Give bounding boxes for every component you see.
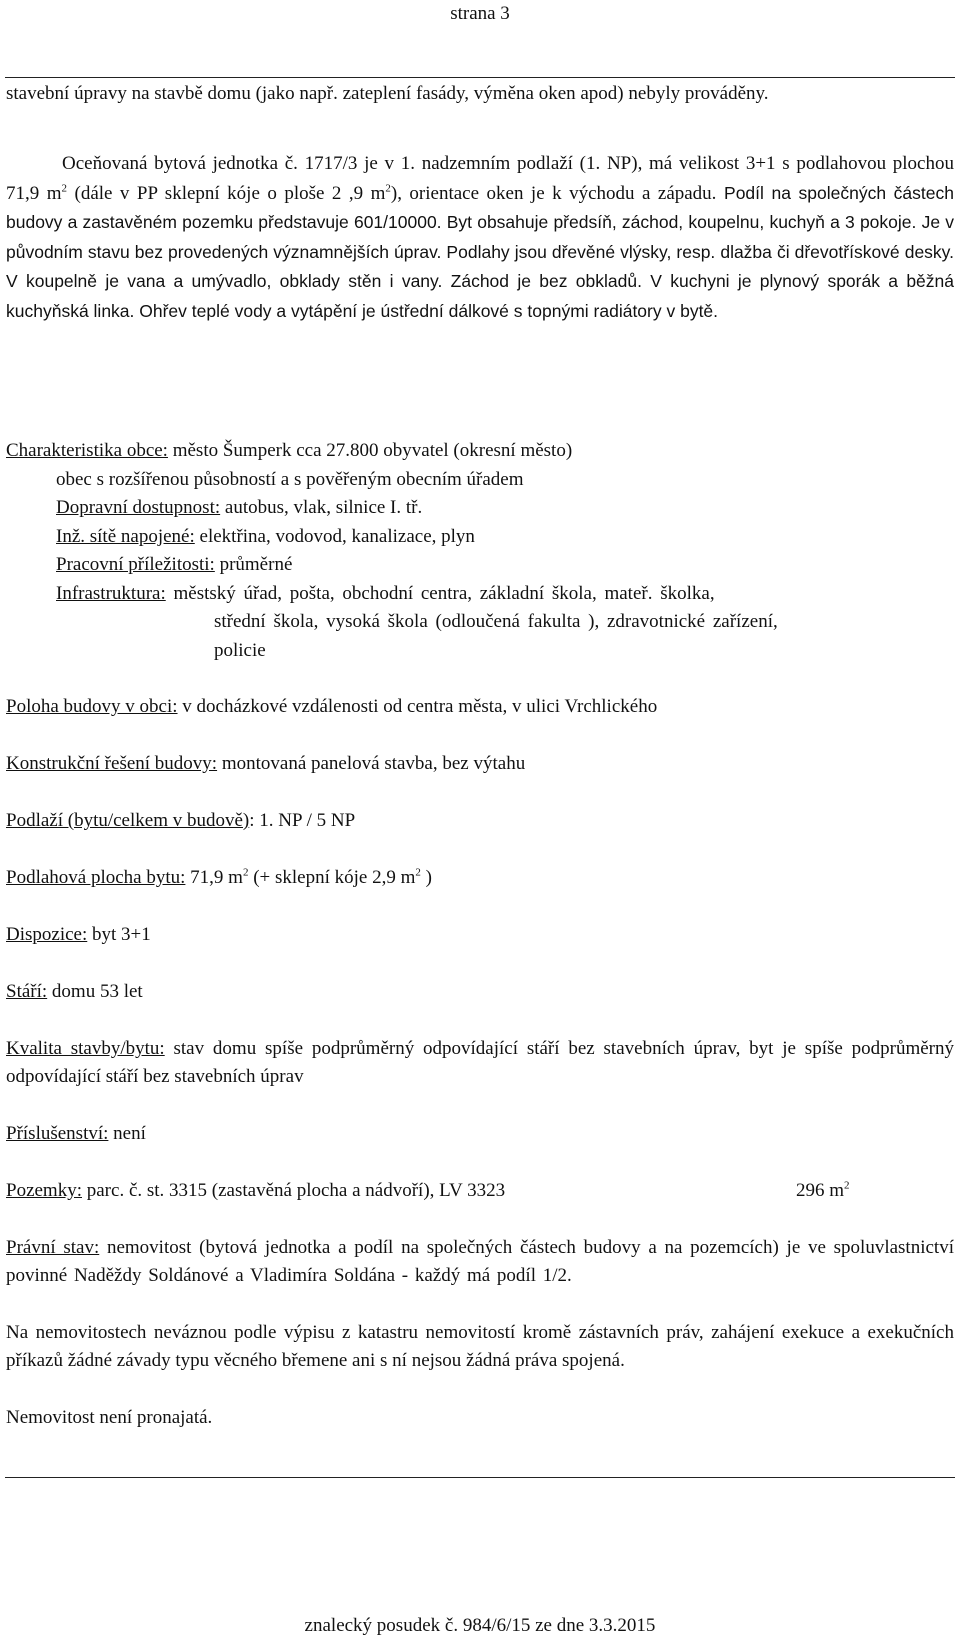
plocha-value-a: 71,9 m xyxy=(185,867,243,888)
pozemky-value: parc. č. st. 3315 (zastavěná plocha a nádvoří), LV 3323 xyxy=(82,1180,506,1201)
prace-value: průměrné xyxy=(214,554,293,575)
podlazi-value: : 1. NP / 5 NP xyxy=(249,810,356,831)
doprava-label: Dopravní dostupnost: xyxy=(56,497,221,518)
pravni-paragraph xyxy=(6,1234,954,1290)
sup-2: 2 xyxy=(844,1179,850,1192)
poloha-line xyxy=(6,693,657,721)
sup-2: 2 xyxy=(61,182,68,195)
pravni-paragraph-3: Nemovitost není pronajatá. xyxy=(6,1407,213,1428)
site-label: Inž. sítě napojené: xyxy=(56,526,195,547)
pravni-value: nemovitost (bytová jednotka a podíl na společných částech budovy a na pozemcích) je ve spoluvlastnictví povinné Naděždy Soldánové a Vladimíra Soldána - každý má podíl 1/2. xyxy=(6,1237,954,1286)
infra-label: Infrastruktura: xyxy=(56,583,166,604)
pozemky-area xyxy=(796,1177,850,1205)
podlazi-label: Podlaží (bytu/celkem v budově) xyxy=(6,810,250,831)
unit-description-c: ), orientace oken je k východu a západu. xyxy=(390,182,717,204)
footer-divider xyxy=(5,1477,955,1478)
doprava-value: autobus, vlak, silnice I. tř. xyxy=(220,497,423,518)
poloha-label: Poloha budovy v obci: xyxy=(6,696,178,717)
infra-value: městský úřad, pošta, obchodní centra, základní škola, mateř. školka, xyxy=(165,583,715,604)
prislusenstvi-line xyxy=(6,1120,146,1148)
obec-value: město Šumperk cca 27.800 obyvatel (okresní město) xyxy=(167,440,573,461)
sup-2: 2 xyxy=(415,866,421,879)
infra-line xyxy=(56,580,954,608)
poloha-value: v docházkové vzdálenosti od centra města, v ulici Vrchlického xyxy=(177,696,658,717)
prace-label: Pracovní příležitosti: xyxy=(56,554,215,575)
site-value: elektřina, vodovod, kanalizace, plyn xyxy=(194,526,475,547)
pozemky-area-value: 296 m xyxy=(796,1180,845,1201)
prislusenstvi-label: Příslušenství: xyxy=(6,1123,109,1144)
obec-label: Charakteristika obce: xyxy=(6,440,168,461)
unit-description-a: Oceňovaná bytová jednotka č. 1717/3 je v 1. nadzemním podlaží (1. NP), má velikost 3+1 s podlahovou plochou 71,9 m xyxy=(6,153,954,204)
kvalita-paragraph xyxy=(6,1035,954,1091)
infra-line-3: policie xyxy=(214,640,266,661)
page-number: strana 3 xyxy=(450,3,510,24)
plocha-value-b: (+ sklepní kóje 2,9 m xyxy=(248,867,416,888)
dispozice-value: byt 3+1 xyxy=(87,924,151,945)
sup-2: 2 xyxy=(242,866,249,879)
kvalita-value: stav domu spíše podprůměrný odpovídající stáří bez stavebních úprav, byt je spíše podprůměrný odpovídající stáří bez stavebních úprav xyxy=(6,1038,954,1087)
dispozice-line xyxy=(6,921,151,949)
pravni-paragraph-2: Na nemovitostech neváznou podle výpisu z katastru nemovitostí kromě zástavních práv, zahájení exekuce a exekučních příkazů žádné závady typu věcného břemene ani s ní nejsou žádná práva spojená. xyxy=(6,1322,954,1371)
unit-description-d: Podíl na společných částech budovy a zastavěném pozemku představuje 601/10000. Byt obsahuje předsíň, záchod, koupelnu, kuchyň a 3 pokoje. Je v původním stavu bez provedených významnějších úprav. Podlahy jsou dřevěné vlýsky, resp. dlažba či dřevotřískové desky. V koupelně je vana a umývadlo, obklady stěn i vany. Záchod je bez obkladů. V kuchyni je plynový sporák a běžná kuchyňská linka. Ohřev teplé vody a vytápění je ústřední dálkové s topnými radiátory v bytě. xyxy=(6,182,954,321)
prislusenstvi-value: není xyxy=(108,1123,146,1144)
stari-label: Stáří: xyxy=(6,981,48,1002)
konstrukce-label: Konstrukční řešení budovy: xyxy=(6,753,218,774)
stari-value: domu 53 let xyxy=(47,981,143,1002)
unit-description-b: (dále v PP sklepní kóje o ploše 2 ,9 m xyxy=(67,182,386,204)
obec-line xyxy=(6,437,572,465)
unit-description xyxy=(6,150,954,327)
pravni-label: Právní stav: xyxy=(6,1237,100,1258)
footer-text: znalecký posudek č. 984/6/15 ze dne 3.3.2015 xyxy=(304,1615,656,1636)
plocha-line xyxy=(6,864,432,892)
infra-line-2: střední škola, vysoká škola (odloučená fakulta ), zdravotnické zařízení, xyxy=(214,611,778,632)
pozemky-label: Pozemky: xyxy=(6,1180,82,1201)
pozemky-line xyxy=(6,1177,505,1205)
dispozice-label: Dispozice: xyxy=(6,924,88,945)
kvalita-label: Kvalita stavby/bytu: xyxy=(6,1038,165,1059)
site-line xyxy=(56,523,475,551)
podlazi-line xyxy=(6,807,355,835)
konstrukce-value: montovaná panelová stavba, bez výtahu xyxy=(217,753,526,774)
intro-continuation: stavební úpravy na stavbě domu (jako např. zateplení fasády, výměna oken apod) nebyly prováděny. xyxy=(6,83,769,104)
obec-status: obec s rozšířenou působností a s pověřeným obecním úřadem xyxy=(56,469,524,490)
plocha-label: Podlahová plocha bytu: xyxy=(6,867,186,888)
stari-line xyxy=(6,978,143,1006)
doprava-line xyxy=(56,494,422,522)
prace-line xyxy=(56,551,292,579)
plocha-value-c: ) xyxy=(420,867,432,888)
header-divider xyxy=(5,77,955,78)
konstrukce-line xyxy=(6,750,525,778)
sup-2: 2 xyxy=(385,182,391,195)
